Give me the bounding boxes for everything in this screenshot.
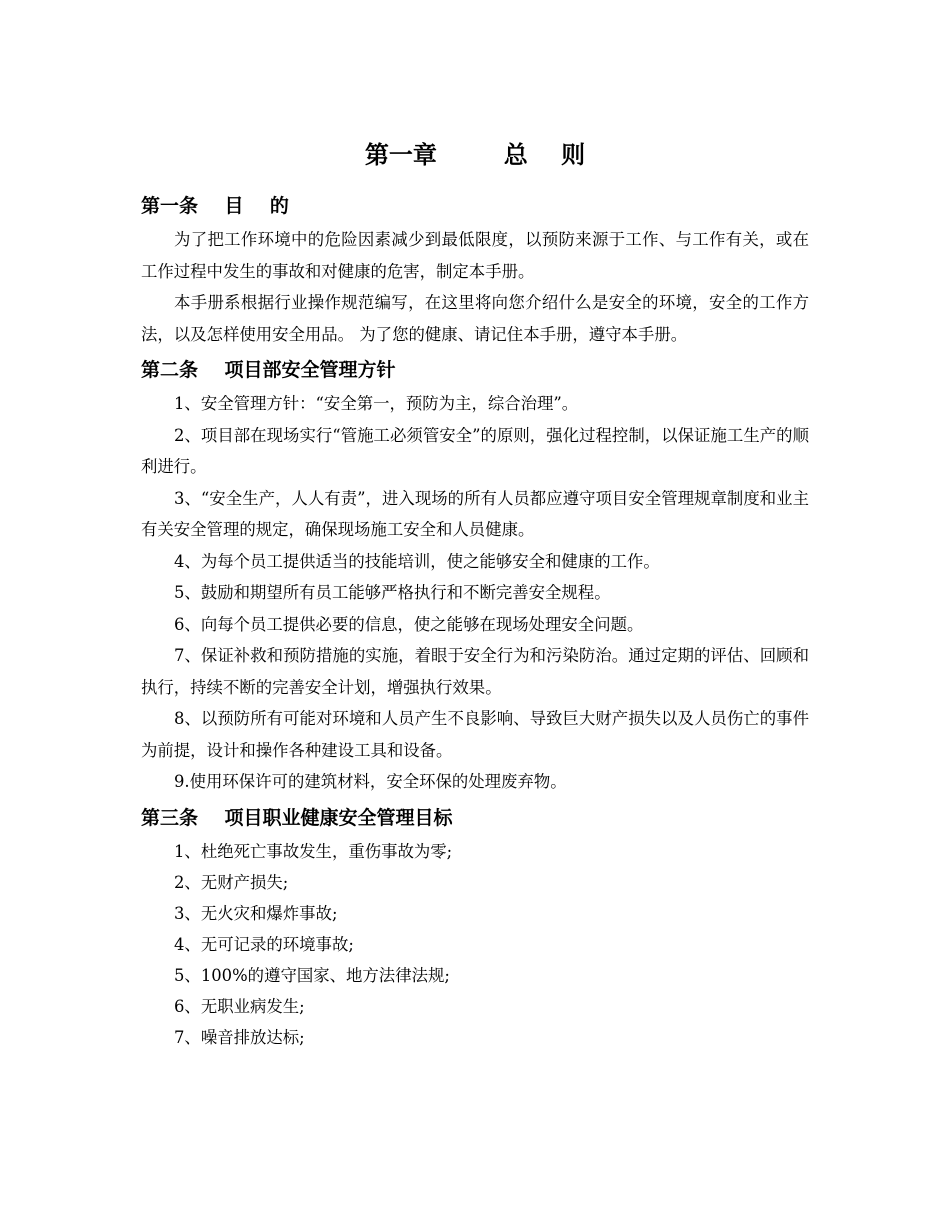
list-item: 2、项目部在现场实行“管施工必须管安全”的原则，强化过程控制，以保证施工生产的顺利进行。: [141, 425, 809, 476]
paragraph: 为了把工作环境中的危险因素减少到最低限度，以预防来源于工作、与工作有关，或在工作过程中发生的事故和对健康的危害，制定本手册。: [141, 230, 809, 281]
section-heading: 第一条 目 的: [141, 195, 289, 217]
chapter-title: 第一章 总 则: [364, 141, 586, 169]
list-item: 7、保证补救和预防措施的实施，着眼于安全行为和污染防治。通过定期的评估、回顾和执行，持续不断的完善安全计划，增强执行效果。: [141, 646, 809, 697]
list-item: 8、以预防所有可能对环境和人员产生不良影响、导致巨大财产损失以及人员伤亡的事件为前提，设计和操作各种建设工具和设备。: [141, 709, 809, 760]
list-item: 2、无财产损失;: [174, 872, 289, 892]
paragraph: 本手册系根据行业操作规范编写，在这里将向您介绍什么是安全的环境，安全的工作方法，以及怎样使用安全用品。 为了您的健康、请记住本手册，遵守本手册。: [141, 293, 809, 344]
list-item: 5、鼓励和期望所有员工能够严格执行和不断完善安全规程。: [174, 583, 611, 602]
section-purpose: [141, 190, 809, 350]
list-item: 1、杜绝死亡事故发生，重伤事故为零;: [174, 841, 453, 861]
document-body: [141, 190, 809, 1057]
list-item: 3、无火灾和爆炸事故;: [174, 903, 338, 923]
list-item: 5、100%的遵守国家、地方法律法规;: [174, 965, 450, 985]
list-item: 7、噪音排放达标;: [174, 1027, 305, 1047]
list-item: 6、向每个员工提供必要的信息，使之能够在现场处理安全问题。: [174, 614, 644, 634]
list-item: 3、“安全生产，人人有责”，进入现场的所有人员都应遵守项目安全管理规章制度和业主有关安全管理的规定，确保现场施工安全和人员健康。: [141, 488, 809, 539]
section-health-safety-goals: [141, 802, 809, 1053]
list-item: 1、安全管理方针：“安全第一，预防为主，综合治理”。: [174, 394, 579, 413]
list-item: 4、无可记录的环境事故;: [174, 934, 354, 954]
section-heading: 第三条 项目职业健康安全管理目标: [141, 806, 453, 829]
list-item: 9.使用环保许可的建筑材料，安全环保的处理废弃物。: [174, 772, 567, 791]
list-item: 4、为每个员工提供适当的技能培训，使之能够安全和健康的工作。: [174, 551, 660, 571]
list-item: 6、无职业病发生;: [174, 996, 305, 1016]
section-safety-policy: [141, 354, 809, 798]
section-heading: 第二条 项目部安全管理方针: [141, 359, 396, 381]
